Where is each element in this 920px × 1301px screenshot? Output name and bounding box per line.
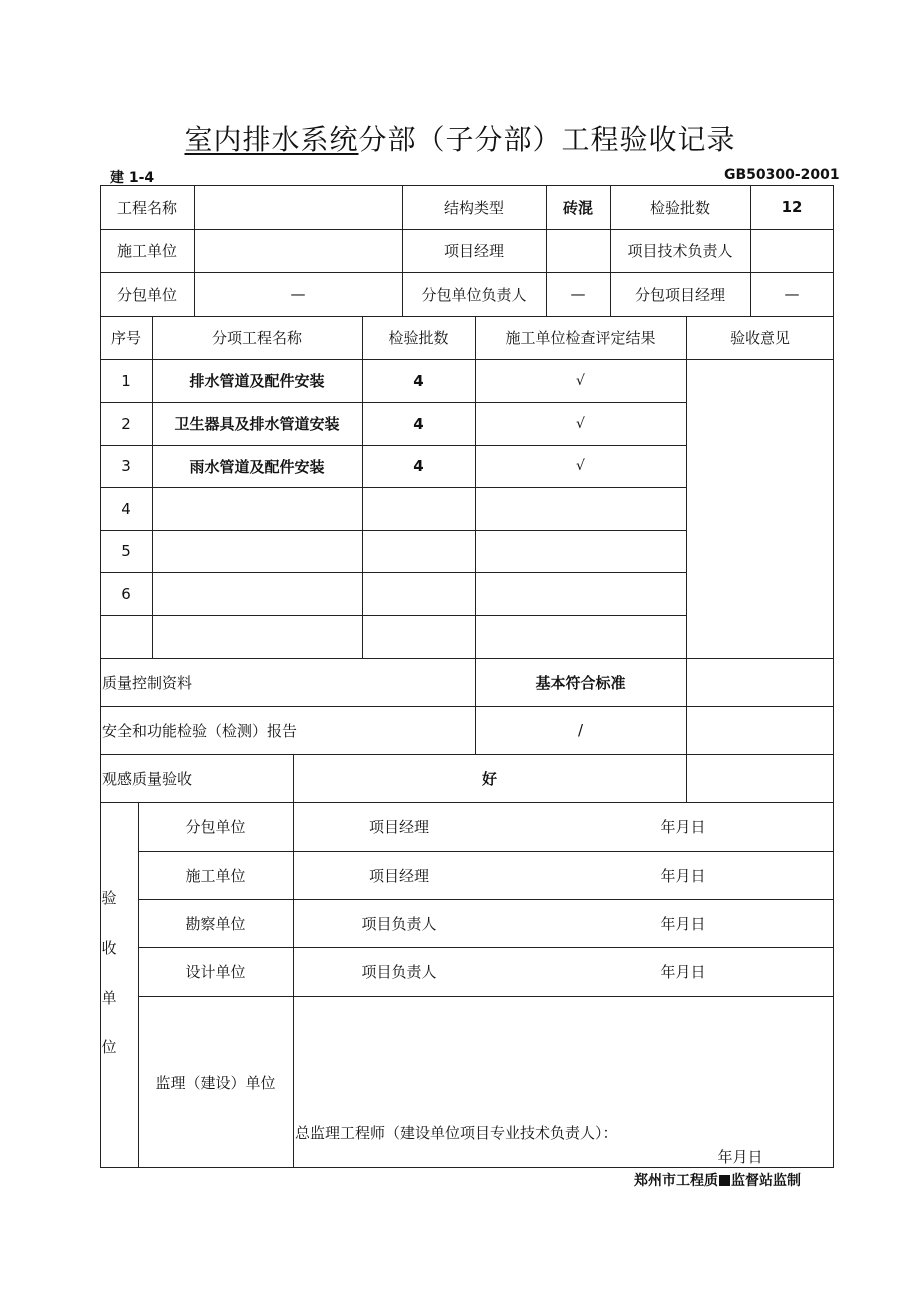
row-batches[interactable]: 4 bbox=[413, 371, 424, 390]
subcontract-lead-label: 分包单位负责人 bbox=[421, 285, 527, 304]
subcontract-manager-label: 分包项目经理 bbox=[634, 285, 725, 304]
row-item-name[interactable] bbox=[152, 615, 362, 658]
standard-code: GB50300-2001 bbox=[724, 167, 840, 183]
acceptance-unit-role: 项目负责人 bbox=[361, 914, 437, 933]
row-result[interactable]: √ bbox=[576, 458, 585, 474]
acceptance-unit-date[interactable]: 年月日 bbox=[660, 866, 706, 885]
footer-suffix: 监督站监制 bbox=[731, 1173, 801, 1189]
row-batches[interactable]: 4 bbox=[413, 414, 424, 433]
appearance-value[interactable]: 好 bbox=[481, 769, 497, 788]
row-item-name[interactable]: 排水管道及配件安装 bbox=[189, 372, 325, 390]
row-item-name[interactable] bbox=[152, 530, 362, 572]
structure-type-label: 结构类型 bbox=[443, 198, 504, 217]
row-result[interactable]: √ bbox=[576, 372, 585, 389]
row-no bbox=[100, 615, 152, 658]
tech-lead-value[interactable] bbox=[750, 229, 834, 272]
form-code: 建 1-4 bbox=[110, 170, 155, 186]
acceptance-unit-role: 项目经理 bbox=[368, 866, 429, 885]
quality-docs-opinion[interactable] bbox=[686, 658, 834, 706]
v-line bbox=[293, 754, 294, 1168]
subcontract-unit-value[interactable]: — bbox=[290, 285, 306, 303]
title-rest: 分部（子分部）工程验收记录 bbox=[358, 123, 736, 156]
row-no: 2 bbox=[121, 414, 131, 433]
structure-type-value[interactable]: 砖混 bbox=[562, 198, 593, 217]
project-manager-value[interactable] bbox=[546, 229, 610, 272]
safety-report-value[interactable]: / bbox=[577, 721, 584, 739]
row-batches[interactable] bbox=[362, 615, 475, 658]
batch-count-label: 检验批数 bbox=[649, 198, 710, 217]
safety-report-label: 安全和功能检验（检测）报告 bbox=[102, 721, 298, 740]
quality-docs-label: 质量控制资料 bbox=[102, 673, 193, 692]
construction-unit-value[interactable] bbox=[194, 229, 402, 272]
subcontract-lead-value[interactable]: — bbox=[570, 285, 586, 303]
row-batches[interactable] bbox=[362, 572, 475, 615]
footer-prefix: 郑州市工程质 bbox=[634, 1173, 718, 1189]
row-no: 6 bbox=[121, 584, 131, 603]
acceptance-unit-role: 项目经理 bbox=[368, 818, 429, 836]
subcontract-manager-value[interactable]: — bbox=[784, 285, 800, 303]
row-result[interactable]: √ bbox=[576, 415, 585, 432]
side-label-char: 位 bbox=[101, 1037, 117, 1056]
footer-issuer bbox=[634, 1170, 801, 1190]
quality-docs-value[interactable]: 基本符合标准 bbox=[535, 673, 626, 692]
row-no: 1 bbox=[121, 371, 131, 390]
row-item-name[interactable] bbox=[152, 572, 362, 615]
safety-report-opinion[interactable] bbox=[686, 706, 834, 754]
side-label-char: 收 bbox=[101, 938, 117, 957]
acceptance-unit-name: 分包单位 bbox=[185, 818, 246, 836]
row-result[interactable] bbox=[475, 615, 686, 658]
black-square-icon bbox=[719, 1175, 730, 1186]
supervision-engineer-label: 总监理工程师（建设单位项目专业技术负责人）： bbox=[295, 1123, 618, 1142]
row-result[interactable] bbox=[475, 530, 686, 572]
acceptance-unit-name: 勘察单位 bbox=[185, 914, 246, 933]
title-underlined: 室内排水系统 bbox=[184, 123, 359, 156]
row-result[interactable] bbox=[475, 487, 686, 530]
side-label-char: 单 bbox=[101, 988, 117, 1007]
appearance-opinion[interactable] bbox=[686, 754, 834, 802]
batch-count-value[interactable]: 12 bbox=[781, 198, 803, 216]
acceptance-unit-date[interactable]: 年月日 bbox=[660, 963, 706, 981]
col-header-batches: 检验批数 bbox=[388, 329, 449, 347]
page-title bbox=[0, 118, 920, 158]
row-item-name[interactable]: 雨水管道及配件安装 bbox=[189, 457, 325, 476]
row-no: 3 bbox=[121, 457, 131, 475]
project-name-label: 工程名称 bbox=[116, 198, 177, 217]
supervision-unit-label: 监理（建设）单位 bbox=[155, 1073, 276, 1092]
row-item-name[interactable] bbox=[152, 487, 362, 530]
subcontract-unit-label: 分包单位 bbox=[116, 285, 177, 304]
row-no: 4 bbox=[121, 499, 131, 518]
supervision-date[interactable]: 年月日 bbox=[717, 1147, 763, 1166]
row-result[interactable] bbox=[475, 572, 686, 615]
project-manager-label: 项目经理 bbox=[443, 242, 504, 260]
col-header-no: 序号 bbox=[110, 329, 141, 347]
row-batches[interactable] bbox=[362, 530, 475, 572]
acceptance-unit-date[interactable]: 年月日 bbox=[660, 914, 706, 933]
tech-lead-label: 项目技术负责人 bbox=[627, 242, 733, 260]
h-line bbox=[138, 996, 834, 997]
row-batches[interactable] bbox=[362, 487, 475, 530]
acceptance-unit-name: 设计单位 bbox=[185, 963, 246, 981]
acceptance-unit-name: 施工单位 bbox=[185, 866, 246, 885]
project-name-value[interactable] bbox=[194, 185, 402, 229]
acceptance-unit-role: 项目负责人 bbox=[361, 963, 437, 981]
construction-unit-label: 施工单位 bbox=[116, 242, 177, 260]
side-label-char: 验 bbox=[101, 888, 117, 907]
acceptance-unit-date[interactable]: 年月日 bbox=[660, 818, 706, 836]
row-batches[interactable]: 4 bbox=[413, 457, 424, 475]
appearance-label: 观感质量验收 bbox=[102, 769, 193, 788]
row-no: 5 bbox=[121, 542, 131, 560]
col-header-item-name: 分项工程名称 bbox=[211, 329, 302, 347]
row-item-name[interactable]: 卫生器具及排水管道安装 bbox=[174, 415, 340, 433]
acceptance-opinion-cell[interactable] bbox=[686, 359, 834, 658]
col-header-result: 施工单位检查评定结果 bbox=[505, 329, 656, 347]
col-header-opinion: 验收意见 bbox=[729, 329, 790, 347]
